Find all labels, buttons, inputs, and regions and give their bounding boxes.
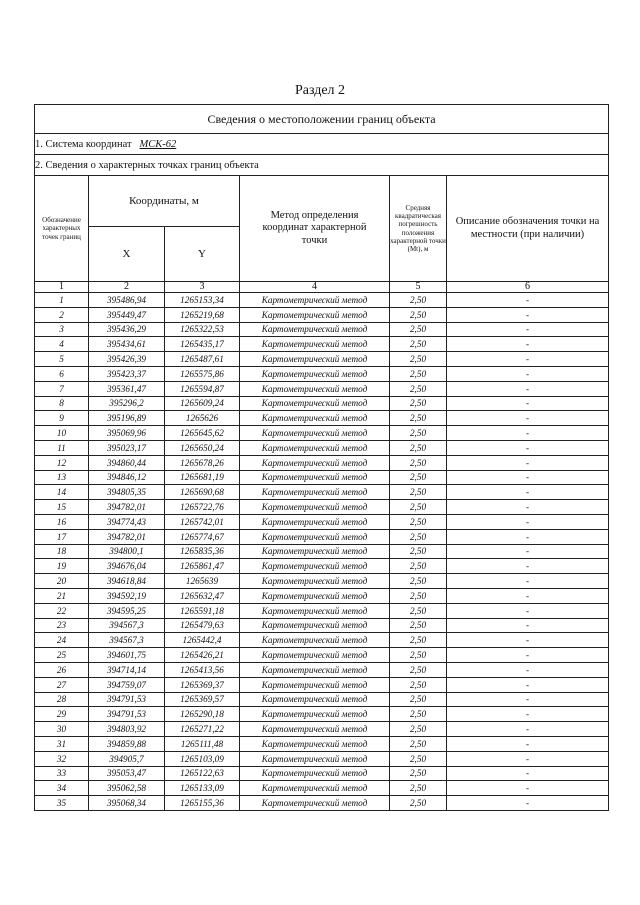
x-coordinate-cell: 395423,37 [89, 366, 165, 381]
y-coordinate-cell: 1265591,18 [165, 603, 240, 618]
column-number: 5 [390, 282, 447, 293]
method-cell: Картометрический метод [240, 366, 390, 381]
accuracy-cell: 2,50 [390, 662, 447, 677]
accuracy-cell: 2,50 [390, 618, 447, 633]
x-coordinate-cell: 395069,96 [89, 426, 165, 441]
table-row [35, 722, 609, 737]
accuracy-cell: 2,50 [390, 485, 447, 500]
column-number: 1 [35, 282, 89, 293]
description-cell: - [447, 588, 609, 603]
y-coordinate-cell: 1265575,86 [165, 366, 240, 381]
method-cell: Картометрический метод [240, 381, 390, 396]
y-coordinate-cell: 1265722,76 [165, 500, 240, 515]
x-coordinate-cell: 394846,12 [89, 470, 165, 485]
accuracy-cell: 2,50 [390, 322, 447, 337]
description-cell: - [447, 322, 609, 337]
header-coordinates: Координаты, м [89, 176, 240, 227]
method-cell: Картометрический метод [240, 500, 390, 515]
y-coordinate-cell: 1265219,68 [165, 307, 240, 322]
header-y: Y [165, 227, 240, 282]
y-coordinate-cell: 1265626 [165, 411, 240, 426]
point-number-cell: 10 [35, 426, 89, 441]
point-number-cell: 8 [35, 396, 89, 411]
y-coordinate-cell: 1265155,36 [165, 796, 240, 811]
table-row [35, 352, 609, 367]
x-coordinate-cell: 394676,04 [89, 559, 165, 574]
accuracy-cell: 2,50 [390, 514, 447, 529]
accuracy-cell: 2,50 [390, 692, 447, 707]
description-cell: - [447, 662, 609, 677]
table-row [35, 736, 609, 751]
point-number-cell: 32 [35, 751, 89, 766]
coord-system-row [35, 134, 609, 155]
description-cell: - [447, 736, 609, 751]
point-number-cell: 9 [35, 411, 89, 426]
y-coordinate-cell: 1265271,22 [165, 722, 240, 737]
table-row [35, 707, 609, 722]
x-coordinate-cell: 394595,25 [89, 603, 165, 618]
x-coordinate-cell: 394567,3 [89, 618, 165, 633]
y-coordinate-cell: 1265122,63 [165, 766, 240, 781]
point-number-cell: 3 [35, 322, 89, 337]
method-cell: Картометрический метод [240, 633, 390, 648]
x-coordinate-cell: 394782,01 [89, 500, 165, 515]
y-coordinate-cell: 1265742,01 [165, 514, 240, 529]
accuracy-cell: 2,50 [390, 366, 447, 381]
table-row [35, 618, 609, 633]
table-row [35, 485, 609, 500]
accuracy-cell: 2,50 [390, 677, 447, 692]
accuracy-cell: 2,50 [390, 411, 447, 426]
y-coordinate-cell: 1265103,09 [165, 751, 240, 766]
description-cell: - [447, 796, 609, 811]
method-cell: Картометрический метод [240, 766, 390, 781]
table-row [35, 322, 609, 337]
point-number-cell: 35 [35, 796, 89, 811]
description-cell: - [447, 707, 609, 722]
table-row [35, 766, 609, 781]
x-coordinate-cell: 394860,44 [89, 455, 165, 470]
point-number-cell: 25 [35, 648, 89, 663]
header-method: Метод определения координат характерной точки [240, 176, 390, 282]
description-cell: - [447, 751, 609, 766]
accuracy-cell: 2,50 [390, 544, 447, 559]
x-coordinate-cell: 394803,92 [89, 722, 165, 737]
x-coordinate-cell: 394601,75 [89, 648, 165, 663]
point-number-cell: 18 [35, 544, 89, 559]
accuracy-cell: 2,50 [390, 648, 447, 663]
point-number-cell: 30 [35, 722, 89, 737]
point-number-cell: 11 [35, 440, 89, 455]
table-row [35, 470, 609, 485]
y-coordinate-cell: 1265111,48 [165, 736, 240, 751]
method-cell: Картометрический метод [240, 470, 390, 485]
table-row [35, 588, 609, 603]
table-row [35, 796, 609, 811]
description-cell: - [447, 381, 609, 396]
accuracy-cell: 2,50 [390, 293, 447, 308]
point-number-cell: 16 [35, 514, 89, 529]
point-number-cell: 15 [35, 500, 89, 515]
point-number-cell: 29 [35, 707, 89, 722]
description-cell: - [447, 485, 609, 500]
point-number-cell: 20 [35, 574, 89, 589]
method-cell: Картометрический метод [240, 751, 390, 766]
y-coordinate-cell: 1265487,61 [165, 352, 240, 367]
column-number: 3 [165, 282, 240, 293]
accuracy-cell: 2,50 [390, 603, 447, 618]
table-row [35, 293, 609, 308]
table-row [35, 603, 609, 618]
method-cell: Картометрический метод [240, 781, 390, 796]
method-cell: Картометрический метод [240, 796, 390, 811]
table-row [35, 662, 609, 677]
accuracy-cell: 2,50 [390, 633, 447, 648]
point-number-cell: 14 [35, 485, 89, 500]
method-cell: Картометрический метод [240, 440, 390, 455]
point-number-cell: 6 [35, 366, 89, 381]
x-coordinate-cell: 395053,47 [89, 766, 165, 781]
point-number-cell: 23 [35, 618, 89, 633]
point-number-cell: 31 [35, 736, 89, 751]
y-coordinate-cell: 1265835,36 [165, 544, 240, 559]
method-cell: Картометрический метод [240, 559, 390, 574]
x-coordinate-cell: 395434,61 [89, 337, 165, 352]
description-cell: - [447, 574, 609, 589]
method-cell: Картометрический метод [240, 618, 390, 633]
coord-system-label: 1. Система координат [35, 138, 132, 150]
y-coordinate-cell: 1265678,26 [165, 455, 240, 470]
point-number-cell: 2 [35, 307, 89, 322]
point-number-cell: 21 [35, 588, 89, 603]
method-cell: Картометрический метод [240, 352, 390, 367]
table-row [35, 574, 609, 589]
header-point-label: Обозначение характерных точек границ [35, 176, 89, 282]
y-coordinate-cell: 1265290,18 [165, 707, 240, 722]
y-coordinate-cell: 1265426,21 [165, 648, 240, 663]
y-coordinate-cell: 1265369,37 [165, 677, 240, 692]
x-coordinate-cell: 394592,19 [89, 588, 165, 603]
y-coordinate-cell: 1265650,24 [165, 440, 240, 455]
description-cell: - [447, 307, 609, 322]
accuracy-cell: 2,50 [390, 426, 447, 441]
method-cell: Картометрический метод [240, 411, 390, 426]
point-number-cell: 1 [35, 293, 89, 308]
description-cell: - [447, 559, 609, 574]
x-coordinate-cell: 395196,89 [89, 411, 165, 426]
method-cell: Картометрический метод [240, 485, 390, 500]
x-coordinate-cell: 395361,47 [89, 381, 165, 396]
description-cell: - [447, 352, 609, 367]
method-cell: Картометрический метод [240, 692, 390, 707]
method-cell: Картометрический метод [240, 396, 390, 411]
table-row [35, 751, 609, 766]
x-coordinate-cell: 394805,35 [89, 485, 165, 500]
description-cell: - [447, 781, 609, 796]
point-number-cell: 27 [35, 677, 89, 692]
description-cell: - [447, 544, 609, 559]
table-row [35, 529, 609, 544]
description-cell: - [447, 529, 609, 544]
table-row [35, 440, 609, 455]
y-coordinate-cell: 1265639 [165, 574, 240, 589]
method-cell: Картометрический метод [240, 603, 390, 618]
y-coordinate-cell: 1265153,34 [165, 293, 240, 308]
method-cell: Картометрический метод [240, 662, 390, 677]
y-coordinate-cell: 1265690,68 [165, 485, 240, 500]
accuracy-cell: 2,50 [390, 736, 447, 751]
accuracy-cell: 2,50 [390, 766, 447, 781]
accuracy-cell: 2,50 [390, 588, 447, 603]
x-coordinate-cell: 394800,1 [89, 544, 165, 559]
table-row [35, 307, 609, 322]
column-number-row [35, 282, 609, 293]
y-coordinate-cell: 1265435,17 [165, 337, 240, 352]
y-coordinate-cell: 1265133,09 [165, 781, 240, 796]
accuracy-cell: 2,50 [390, 337, 447, 352]
method-cell: Картометрический метод [240, 337, 390, 352]
table-row [35, 366, 609, 381]
y-coordinate-cell: 1265681,19 [165, 470, 240, 485]
point-number-cell: 22 [35, 603, 89, 618]
y-coordinate-cell: 1265413,56 [165, 662, 240, 677]
method-cell: Картометрический метод [240, 293, 390, 308]
accuracy-cell: 2,50 [390, 381, 447, 396]
description-cell: - [447, 500, 609, 515]
point-number-cell: 4 [35, 337, 89, 352]
accuracy-cell: 2,50 [390, 796, 447, 811]
y-coordinate-cell: 1265861,47 [165, 559, 240, 574]
x-coordinate-cell: 395449,47 [89, 307, 165, 322]
x-coordinate-cell: 394567,3 [89, 633, 165, 648]
accuracy-cell: 2,50 [390, 707, 447, 722]
accuracy-cell: 2,50 [390, 751, 447, 766]
accuracy-cell: 2,50 [390, 307, 447, 322]
description-cell: - [447, 677, 609, 692]
boundary-table [34, 104, 609, 811]
column-number: 2 [89, 282, 165, 293]
accuracy-cell: 2,50 [390, 470, 447, 485]
method-cell: Картометрический метод [240, 736, 390, 751]
accuracy-cell: 2,50 [390, 529, 447, 544]
x-coordinate-cell: 394782,01 [89, 529, 165, 544]
method-cell: Картометрический метод [240, 322, 390, 337]
y-coordinate-cell: 1265632,47 [165, 588, 240, 603]
y-coordinate-cell: 1265594,87 [165, 381, 240, 396]
x-coordinate-cell: 394791,53 [89, 707, 165, 722]
method-cell: Картометрический метод [240, 455, 390, 470]
y-coordinate-cell: 1265322,53 [165, 322, 240, 337]
description-cell: - [447, 366, 609, 381]
table-row [35, 514, 609, 529]
point-number-cell: 7 [35, 381, 89, 396]
x-coordinate-cell: 395486,94 [89, 293, 165, 308]
x-coordinate-cell: 395436,29 [89, 322, 165, 337]
table-row [35, 455, 609, 470]
header-description: Описание обозначения точки на местности (при наличии) [447, 176, 609, 282]
table-row [35, 633, 609, 648]
method-cell: Картометрический метод [240, 722, 390, 737]
point-number-cell: 24 [35, 633, 89, 648]
accuracy-cell: 2,50 [390, 352, 447, 367]
x-coordinate-cell: 394714,14 [89, 662, 165, 677]
description-cell: - [447, 293, 609, 308]
description-cell: - [447, 337, 609, 352]
method-cell: Картометрический метод [240, 677, 390, 692]
description-cell: - [447, 648, 609, 663]
description-cell: - [447, 396, 609, 411]
x-coordinate-cell: 395023,17 [89, 440, 165, 455]
y-coordinate-cell: 1265609,24 [165, 396, 240, 411]
accuracy-cell: 2,50 [390, 455, 447, 470]
accuracy-cell: 2,50 [390, 781, 447, 796]
description-cell: - [447, 766, 609, 781]
x-coordinate-cell: 394774,43 [89, 514, 165, 529]
table-row [35, 692, 609, 707]
y-coordinate-cell: 1265774,67 [165, 529, 240, 544]
x-coordinate-cell: 394905,7 [89, 751, 165, 766]
table-row [35, 677, 609, 692]
header-x: X [89, 227, 165, 282]
description-cell: - [447, 633, 609, 648]
table-row [35, 648, 609, 663]
x-coordinate-cell: 394859,88 [89, 736, 165, 751]
description-cell: - [447, 514, 609, 529]
accuracy-cell: 2,50 [390, 396, 447, 411]
table-row [35, 381, 609, 396]
accuracy-cell: 2,50 [390, 500, 447, 515]
description-cell: - [447, 692, 609, 707]
point-number-cell: 19 [35, 559, 89, 574]
coord-system-value: МСК-62 [139, 138, 177, 150]
point-number-cell: 26 [35, 662, 89, 677]
method-cell: Картометрический метод [240, 707, 390, 722]
point-number-cell: 13 [35, 470, 89, 485]
x-coordinate-cell: 395426,39 [89, 352, 165, 367]
x-coordinate-cell: 395068,34 [89, 796, 165, 811]
point-number-cell: 34 [35, 781, 89, 796]
table-row [35, 500, 609, 515]
method-cell: Картометрический метод [240, 307, 390, 322]
description-cell: - [447, 722, 609, 737]
description-cell: - [447, 426, 609, 441]
table-row [35, 781, 609, 796]
table-row [35, 337, 609, 352]
description-cell: - [447, 455, 609, 470]
column-number: 6 [447, 282, 609, 293]
table-row [35, 559, 609, 574]
x-coordinate-cell: 394618,84 [89, 574, 165, 589]
method-cell: Картометрический метод [240, 426, 390, 441]
y-coordinate-cell: 1265369,57 [165, 692, 240, 707]
method-cell: Картометрический метод [240, 588, 390, 603]
accuracy-cell: 2,50 [390, 722, 447, 737]
method-cell: Картометрический метод [240, 514, 390, 529]
table-row [35, 411, 609, 426]
x-coordinate-cell: 394759,07 [89, 677, 165, 692]
y-coordinate-cell: 1265442,4 [165, 633, 240, 648]
table-title: Сведения о местоположении границ объекта [35, 105, 609, 134]
description-cell: - [447, 411, 609, 426]
table-row [35, 426, 609, 441]
point-number-cell: 33 [35, 766, 89, 781]
y-coordinate-cell: 1265479,63 [165, 618, 240, 633]
accuracy-cell: 2,50 [390, 440, 447, 455]
method-cell: Картометрический метод [240, 574, 390, 589]
accuracy-cell: 2,50 [390, 574, 447, 589]
column-number: 4 [240, 282, 390, 293]
x-coordinate-cell: 395296,2 [89, 396, 165, 411]
method-cell: Картометрический метод [240, 648, 390, 663]
point-number-cell: 28 [35, 692, 89, 707]
description-cell: - [447, 618, 609, 633]
accuracy-cell: 2,50 [390, 559, 447, 574]
table-row [35, 544, 609, 559]
points-heading: 2. Сведения о характерных точках границ объекта [35, 155, 609, 176]
x-coordinate-cell: 395062,58 [89, 781, 165, 796]
y-coordinate-cell: 1265645,62 [165, 426, 240, 441]
point-number-cell: 12 [35, 455, 89, 470]
point-number-cell: 5 [35, 352, 89, 367]
method-cell: Картометрический метод [240, 529, 390, 544]
table-row [35, 396, 609, 411]
description-cell: - [447, 603, 609, 618]
point-number-cell: 17 [35, 529, 89, 544]
description-cell: - [447, 440, 609, 455]
method-cell: Картометрический метод [240, 544, 390, 559]
description-cell: - [447, 470, 609, 485]
x-coordinate-cell: 394791,53 [89, 692, 165, 707]
section-title: Раздел 2 [294, 83, 346, 98]
header-accuracy: Средняя квадратическая погрешность положения характерной точки (Mt), м [390, 176, 447, 282]
